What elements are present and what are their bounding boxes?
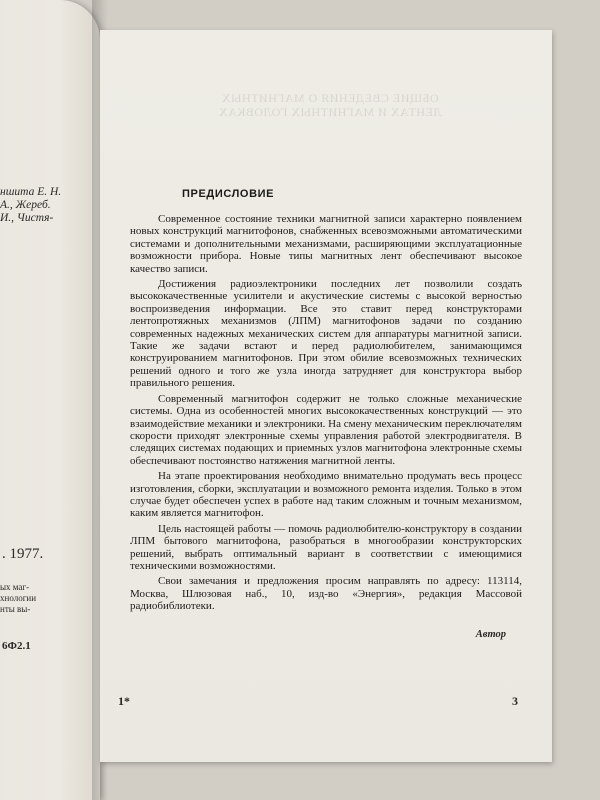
page-title: ПРЕДИСЛОВИЕ [182, 188, 275, 200]
signature-mark: 1* [118, 694, 130, 708]
paragraph: Современный магнитофон содержит не только сложные механические системы. Одна из особенностей многих высококачественных конструкций — это взаимодействие механики и электроники. На смену механическим переключателям скорости приходят электронные схемы управления работой электродвигателя. В следящих системах подающих и приемных узлов магнитофона электронные схемы обеспечивают постоянство натяжения магнитной ленты. [130, 392, 522, 467]
left-page-line: А., Жереб. [0, 199, 51, 211]
left-page-small-line: хнологии [0, 593, 37, 603]
show-through-heading [190, 92, 470, 120]
left-page-small-line: нты вы- [0, 604, 31, 614]
show-through-line: ЛЕНТАХ И МАГНИТНЫХ ГОЛОВКАХ [218, 104, 442, 119]
left-page-small-line: ых маг- [0, 582, 30, 592]
author-signature: Автор [475, 629, 506, 640]
paragraph: На этапе проектирования необходимо внимательно продумать весь процесс изготовления, сборки, эксплуатации и возможного ремонта изделия. Только в этом случае будет обеспечен успех в работе над таким сложным и точным механизмом, каким является магнитофон. [130, 470, 522, 520]
left-page [0, 0, 100, 800]
show-through-line: ОБЩИЕ СВЕДЕНИЯ О МАГНИТНЫХ [221, 91, 439, 105]
paragraph: Достижения радиоэлектроники последних лет позволили создать высококачественные усилители и акустические системы с высокой верностью воспроизведения информации. Все это ставит перед конструкторами лентопротяжных механизмов (ЛПМ) магнитофонов задачи по созданию современных надежных механических систем для аппаратуры магнитной записи. Такие же задачи встают и перед радиолюбителем, занимающимся конструированием магнитофонов. При этом обилие всевозможных технических решений одного и того же узла иногда затрудняет для конструктора выбор правильного решения. [130, 278, 522, 390]
paragraph: Цель настоящей работы — помочь радиолюбителю-конструктору в создании ЛПМ бытового магнитофона, разобраться в многообразии конструкторских решений, выбрать оптимальный вариант в соответствии с имеющимися техническими возможностями. [130, 522, 522, 572]
paragraph: Современное состояние техники магнитной записи характерно появлением новых конструкций магнитофонов, снабженных всевозможными автоматическими системами и дополнительными механизмами, расширяющими эксплуатационные возможности прибора. Новые типы магнитных лент обеспечивают высокое качество записи. [130, 213, 522, 275]
book-page [100, 30, 552, 762]
page-number: 3 [512, 694, 518, 708]
left-page-year: . 1977. [2, 546, 44, 562]
left-page-line: ншита Е. Н. [0, 186, 62, 198]
preface-body [130, 213, 522, 616]
paragraph: Свои замечания и предложения просим направлять по адресу: 113114, Москва, Шлюзовая наб., 10, изд-во «Энергия», редакция Массовой радиобиблиотеки. [130, 575, 522, 613]
left-page-line: И., Чистя- [0, 212, 54, 224]
left-page-code: 6Ф2.1 [2, 640, 31, 652]
